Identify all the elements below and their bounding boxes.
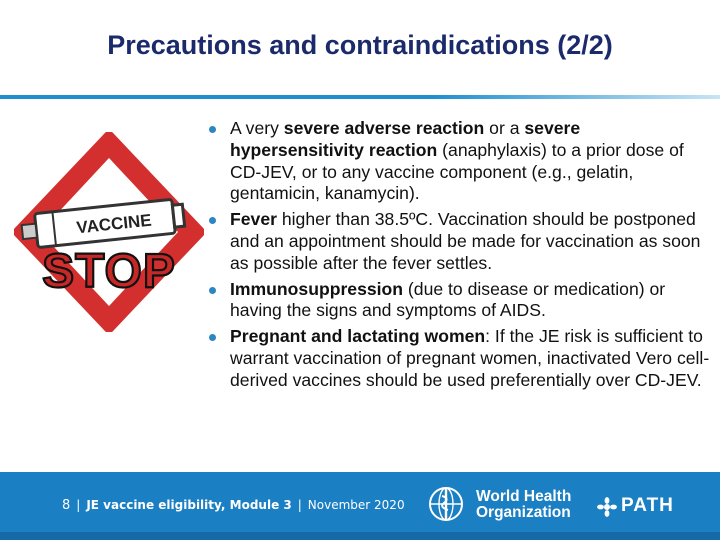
who-emblem-icon	[426, 484, 466, 524]
footer-bottom-strip	[0, 532, 720, 540]
slide-title: Precautions and contraindications (2/2)	[107, 30, 613, 60]
vaccine-label: VACCINE	[75, 210, 153, 238]
bullet-emphasis: Pregnant and lactating women	[230, 326, 486, 347]
bullet-text: higher than 38.5ºC. Vaccination should be postponed and an appointment should be made for vaccination as soon as possible after the fever settles.	[230, 209, 701, 273]
bullet-item	[204, 326, 710, 391]
path-star-icon	[597, 497, 617, 517]
bullet-text: or a	[484, 118, 525, 138]
page-number: 8	[62, 498, 71, 513]
title-divider	[0, 95, 720, 99]
footer-date: November 2020	[307, 498, 405, 512]
bullet-emphasis: Immunosuppression	[230, 278, 404, 299]
bullet-dot-icon	[209, 287, 216, 294]
bullet-item	[204, 209, 710, 274]
bullet-emphasis: severe adverse reaction	[283, 118, 485, 138]
bullet-dot-icon	[209, 217, 216, 224]
who-name-line1: World Health	[476, 488, 572, 505]
bullet-emphasis: Fever	[230, 209, 277, 230]
bullet-item	[204, 279, 710, 323]
path-logo-text: PATH	[621, 495, 674, 516]
who-name-line2: Organization	[476, 504, 571, 521]
bullet-text: (anaphylaxis) to a prior dose of CD-JEV, or to any vaccine component (e.g., gelatin, gentamicin, kanamycin).	[230, 139, 684, 204]
stop-vaccine-icon	[14, 132, 204, 332]
bullet-dot-icon	[209, 126, 216, 133]
module-name: JE vaccine eligibility, Module 3	[86, 498, 292, 512]
stop-label: STOP	[42, 245, 176, 298]
bullet-text: (due to disease or medication) or having the signs and symptoms of AIDS.	[230, 278, 666, 321]
bullet-text: A very	[230, 118, 284, 138]
footer-separator: |	[297, 498, 302, 512]
bullet-text: : If the JE risk is sufficient to warrant vaccination of pregnant women, inactivated Vero cell-derived vaccines should be used preferentially over CD-JEV.	[230, 326, 710, 390]
who-logo-text	[476, 489, 571, 521]
footer-separator: |	[76, 498, 81, 512]
footer-info	[62, 498, 405, 513]
bullet-dot-icon	[209, 334, 216, 341]
bullet-list	[204, 118, 710, 396]
bullet-emphasis: severe hypersensitivity reaction	[230, 118, 581, 160]
bullet-item	[204, 118, 710, 205]
